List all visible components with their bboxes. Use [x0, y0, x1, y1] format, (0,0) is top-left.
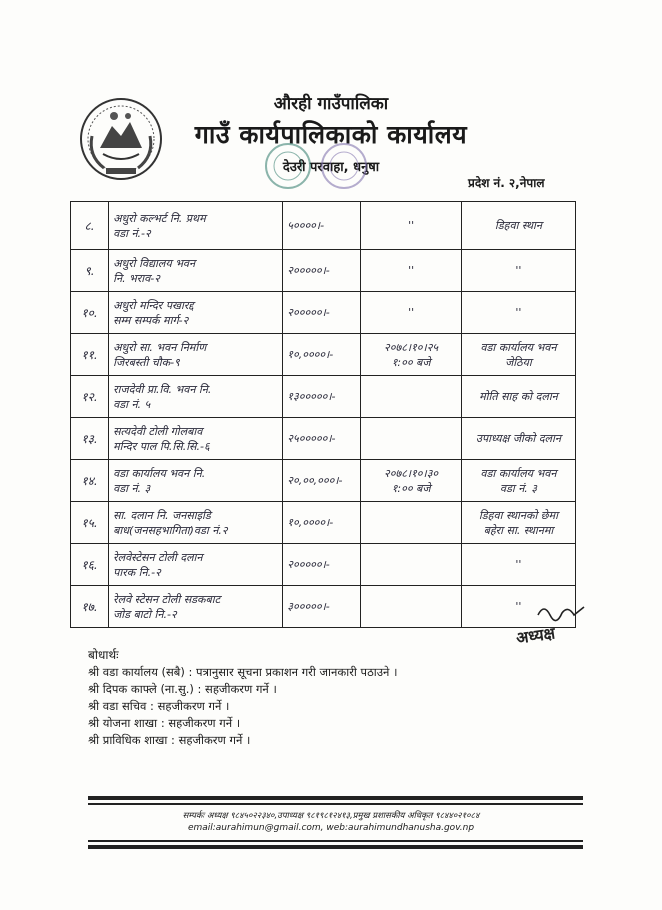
place-cell — [461, 376, 575, 418]
signature-title: अध्यक्ष — [514, 623, 557, 648]
project-name-cell — [109, 502, 283, 544]
date-cell — [361, 502, 462, 544]
list-item: श्री दिपक काफ्ले (ना.सु.) : सहजीकरण गर्ने । — [88, 682, 277, 696]
cell-line: '' — [515, 600, 522, 613]
amount-cell: २०००००।- — [283, 250, 361, 292]
project-name-cell — [109, 418, 283, 460]
bodharth-heading: बोधार्थः — [88, 648, 119, 662]
list-item: श्री प्राविधिक शाखा : सहजीकरण गर्ने । — [88, 733, 251, 747]
table-row — [71, 460, 576, 502]
cell-line: डिहवा स्थान — [494, 219, 542, 232]
date-cell — [361, 202, 462, 250]
date-cell — [361, 292, 462, 334]
place-cell — [461, 250, 575, 292]
province-label: प्रदेश नं. २,नेपाल — [468, 176, 545, 190]
cell-line: सा. दलान नि. जनसाइडि — [113, 508, 211, 522]
project-name-cell — [109, 292, 283, 334]
list-item: श्री वडा सचिव : सहजीकरण गर्ने । — [88, 699, 230, 713]
table-row — [71, 418, 576, 460]
cell-line: वडा कार्यालय भवन — [480, 340, 557, 354]
cell-line: जोड बाटो नि.-२ — [113, 607, 177, 621]
cell-line: '' — [408, 219, 415, 232]
cell-line: वडा कार्यालय भवन नि. — [113, 466, 206, 480]
row-number-cell: ११. — [71, 334, 109, 376]
project-name-cell — [109, 334, 283, 376]
cell-line: १:०० बजे — [391, 481, 431, 495]
cell-line: नि. भराव-२ — [113, 271, 160, 285]
cell-line: रेलवेस्टेसन टोली दलान — [113, 550, 203, 564]
row-number-cell: १३. — [71, 418, 109, 460]
cell-line: '' — [515, 306, 522, 319]
cell-line: बाध(जनसहभागिता)वडा नं.२ — [113, 523, 228, 537]
place-cell — [461, 544, 575, 586]
date-cell — [361, 460, 462, 502]
footer-divider-bottom — [88, 845, 583, 849]
cell-line: जिरबस्ती चौक-९ — [113, 355, 180, 369]
amount-cell: ५००००।- — [283, 202, 361, 250]
cell-line: '' — [515, 558, 522, 571]
bodharth-list — [88, 664, 397, 749]
table-row — [71, 502, 576, 544]
cell-line: सत्यदेवी टोली गोलबाव — [113, 424, 203, 438]
row-number-cell: १२. — [71, 376, 109, 418]
cell-line: वडा नं.-२ — [113, 226, 151, 240]
project-name-cell — [109, 586, 283, 628]
place-cell — [461, 460, 575, 502]
cell-line: '' — [408, 264, 415, 277]
place-cell — [461, 502, 575, 544]
row-number-cell: ८. — [71, 202, 109, 250]
table-row — [71, 250, 576, 292]
projects-table — [70, 201, 576, 628]
amount-cell: १३०००००।- — [283, 376, 361, 418]
amount-cell: २०,००,०००।- — [283, 460, 361, 502]
place-cell — [461, 292, 575, 334]
cell-line: जेठिया — [505, 355, 532, 369]
list-item: श्री वडा कार्यालय (सबै) : पत्रानुसार सूचना प्रकाशन गरी जानकारी पठाउने । — [88, 665, 398, 679]
date-cell — [361, 544, 462, 586]
footer-divider-top — [88, 796, 583, 800]
signature-scribble-icon — [536, 601, 586, 623]
amount-cell: १०,००००।- — [283, 334, 361, 376]
footer-divider-bottom-thin — [88, 840, 583, 842]
row-number-cell: १४. — [71, 460, 109, 502]
row-number-cell: १६. — [71, 544, 109, 586]
amount-cell: २५०००००।- — [283, 418, 361, 460]
cell-line: अधुरो कल्भर्ट नि. प्रथम — [113, 211, 206, 225]
cell-line: वडा नं. ३ — [499, 481, 538, 495]
row-number-cell: १५. — [71, 502, 109, 544]
cell-line: पारक नि.-२ — [113, 565, 161, 579]
row-number-cell: ९. — [71, 250, 109, 292]
project-name-cell — [109, 376, 283, 418]
footer-contacts: सम्पर्कः अध्यक्ष ९८४५०२२३४०,उपाध्यक्ष ९८१९८१२४१३,प्रमुख प्रशासकीय अधिकृत ९८४४०२१०८४ — [182, 811, 480, 821]
footer-email-web: email:aurahimun@gmail.com, web:aurahimundhanusha.gov.np — [187, 823, 475, 833]
date-cell — [361, 586, 462, 628]
footer-divider-top-thin — [88, 803, 583, 805]
cell-line: अधुरो विद्यालय भवन — [113, 256, 196, 270]
cell-line: मन्दिर पाल पि.सि.सि.-६ — [113, 439, 210, 453]
cell-line: उपाध्यक्ष जीको दलान — [475, 432, 561, 445]
cell-line: १:०० बजे — [391, 355, 431, 369]
cell-line: २०७८।१०।२५ — [384, 340, 439, 354]
project-name-cell — [109, 250, 283, 292]
cell-line: वडा कार्यालय भवन — [480, 466, 557, 480]
cell-line: वडा नं. ३ — [113, 481, 151, 495]
cell-line: सम्म सम्पर्क मार्ग-२ — [113, 313, 189, 327]
cell-line: डिहवा स्थानको छेमा — [478, 508, 558, 522]
list-item: श्री योजना शाखा : सहजीकरण गर्ने । — [88, 716, 241, 730]
row-number-cell: १०. — [71, 292, 109, 334]
date-cell — [361, 418, 462, 460]
office-address: देउरी परवाहा, धनुषा — [282, 160, 380, 175]
date-cell — [361, 250, 462, 292]
amount-cell: ३०००००।- — [283, 586, 361, 628]
cell-line: २०७८।१०।३० — [384, 466, 439, 480]
office-name: गाउँ कार्यपालिकाको कार्यालय — [194, 120, 468, 149]
cell-line: अधुरो सा. भवन निर्माण — [113, 340, 207, 354]
table-row — [71, 202, 576, 250]
cell-line: '' — [515, 264, 522, 277]
cell-line: वडा नं. ५ — [113, 397, 151, 411]
cell-line: अधुरो मन्दिर पखारद्द — [113, 298, 194, 312]
date-cell — [361, 376, 462, 418]
table-row — [71, 334, 576, 376]
table-row — [71, 292, 576, 334]
municipality-name: औरही गाउँपालिका — [273, 94, 389, 114]
place-cell — [461, 202, 575, 250]
amount-cell: १०,००००।- — [283, 502, 361, 544]
place-cell — [461, 334, 575, 376]
table-row — [71, 376, 576, 418]
cell-line: रेलवे स्टेसन टोली सडकबाट — [113, 592, 221, 606]
date-cell — [361, 334, 462, 376]
table-row — [71, 586, 576, 628]
cell-line: मोति साह को दलान — [479, 390, 558, 403]
place-cell — [461, 418, 575, 460]
amount-cell: २०००००।- — [283, 544, 361, 586]
row-number-cell: १७. — [71, 586, 109, 628]
project-name-cell — [109, 202, 283, 250]
table-row — [71, 544, 576, 586]
office-stamp-icon — [262, 138, 368, 194]
cell-line: राजदेवी प्रा.वि. भवन नि. — [113, 382, 212, 396]
project-name-cell — [109, 544, 283, 586]
amount-cell: २०००००।- — [283, 292, 361, 334]
cell-line: बहेरा सा. स्थानमा — [483, 523, 554, 537]
cell-line: '' — [408, 306, 415, 319]
project-name-cell — [109, 460, 283, 502]
